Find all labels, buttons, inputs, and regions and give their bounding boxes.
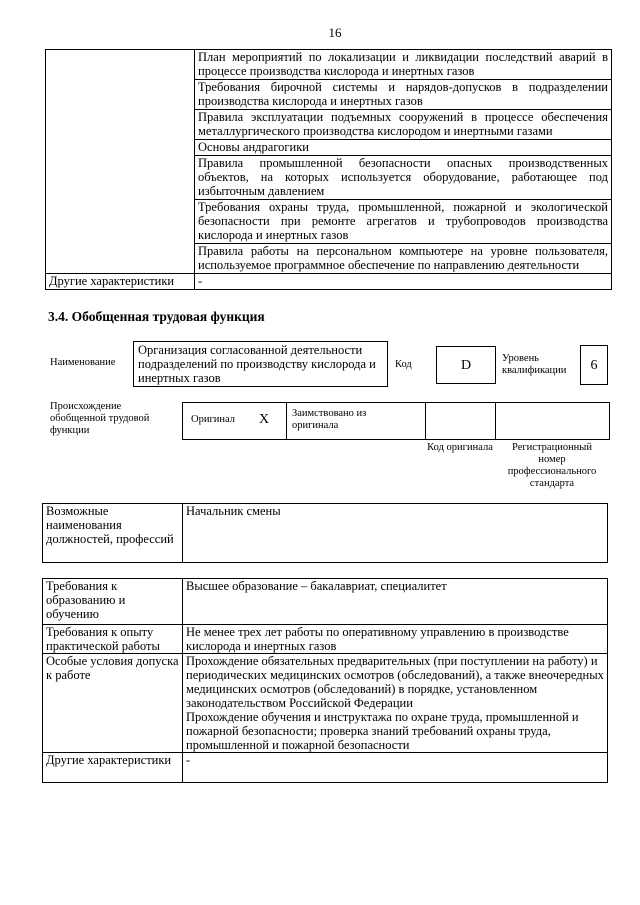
knowledge-table — [45, 49, 612, 290]
knowledge-row: Основы андрагогики — [195, 140, 612, 156]
borrowed-label: Заимствовано из оригинала — [292, 408, 367, 431]
function-name-box: Организация согласованной деятельности подразделений по производству кислорода и инертных газов — [133, 341, 388, 387]
origin-row — [182, 402, 610, 440]
level-box: 6 — [580, 345, 608, 385]
knowledge-row: Требования бирочной системы и нарядов-допусков в подразделении производства кислорода и инертных газов — [195, 80, 612, 110]
original-label: Оригинал — [191, 414, 235, 425]
knowledge-row: Правила промышленной безопасности опасных производственных объектов, на которых используется оборудование, работающее под избыточным давлением — [195, 156, 612, 200]
divider — [286, 402, 287, 440]
page-number: 16 — [328, 25, 342, 40]
other-value: - — [183, 753, 608, 783]
knowledge-row: План мероприятий по локализации и ликвидации последствий аварий в процессе производства кислорода и инертных газов — [195, 50, 612, 80]
other-label: Другие характеристики — [43, 753, 183, 783]
name-label: Наименование — [50, 357, 116, 368]
conditions-label: Особые условия допуска к работе — [43, 654, 183, 753]
code-original-caption: Код оригинала — [427, 442, 493, 453]
positions-label: Возможные наименования должностей, профессий — [43, 504, 183, 563]
knowledge-row: Правила работы на персональном компьютере на уровне пользователя, используемое программное обеспечение по направлению деятельности — [195, 244, 612, 274]
reg-number-caption: Регистрационный номер профессионального стандарта — [507, 442, 597, 489]
positions-table — [42, 503, 608, 563]
level-label: Уровень квалификации — [502, 353, 567, 376]
education-label: Требования к образованию и обучению — [43, 579, 183, 625]
positions-value: Начальник смены — [183, 504, 608, 563]
divider — [495, 402, 496, 440]
divider — [425, 402, 426, 440]
other-characteristics-value: - — [195, 274, 612, 290]
empty-left-cell — [46, 50, 195, 274]
other-characteristics-label: Другие характеристики — [46, 274, 195, 290]
original-mark: X — [259, 412, 270, 427]
origin-label: Происхождение обобщенной трудовой функции — [50, 401, 150, 436]
requirements-table — [42, 578, 608, 783]
experience-value: Не менее трех лет работы по оперативному управлению в производстве кислорода и инертных газов — [183, 625, 608, 654]
conditions-value: Прохождение обязательных предварительных (при поступлении на работу) и периодических медицинских осмотров (обследований), а также внеочередных медицинских осмотров (обследований) в порядке, установленном законодательством Российской Федерации Прохождение обучения и инструктажа по охране труда, промышленной и пожарной безопасности; проверка знаний требований охраны труда, промышленной и пожарной безопасности — [183, 654, 608, 753]
experience-label: Требования к опыту практической работы — [43, 625, 183, 654]
code-box: D — [436, 346, 496, 384]
section-title: 3.4. Обобщенная трудовая функция — [48, 309, 265, 324]
knowledge-row: Требования охраны труда, промышленной, пожарной и экологической безопасности при ремонте агрегатов и трубопроводов производства кислорода и инертных газов — [195, 200, 612, 244]
code-label: Код — [395, 359, 412, 370]
knowledge-row: Правила эксплуатации подъемных сооружений в процессе обеспечения металлургического производства кислородом и инертными газами — [195, 110, 612, 140]
education-value: Высшее образование – бакалавриат, специалитет — [183, 579, 608, 625]
